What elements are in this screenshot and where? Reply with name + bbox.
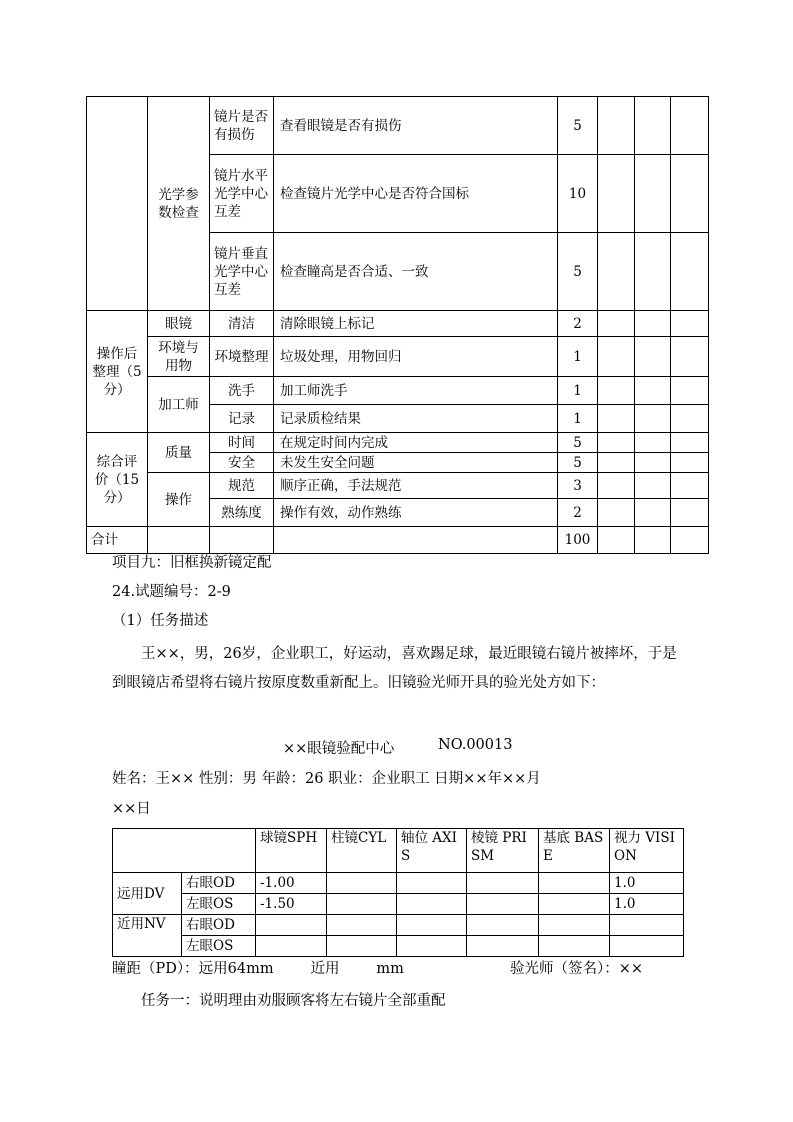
desc-cell: 垃圾处理，用物回归 [274,337,558,377]
total-score: 100 [558,527,598,554]
os-label: 左眼OS [182,936,256,957]
total-label: 合计 [87,527,148,554]
table-row [113,915,684,936]
dv-od-sph: -1.00 [256,873,327,894]
section-cell: 综合评价（15分） [87,433,148,527]
sub-cell: 操作 [148,473,210,527]
desc-cell: 查看眼镜是否有损伤 [274,97,558,155]
item-cell: 清洁 [210,311,274,337]
os-label: 左眼OS [182,894,256,915]
task-heading: （1）任务描述 [112,613,209,629]
sub-cell: 眼镜 [148,311,210,337]
task-description: 王××，男，26岁，企业职工，好运动，喜欢踢足球，最近眼镜右镜片被摔坏，于是到眼镜店希望将右镜片按原度数重新配上。旧镜验光师开具的验光处方如下： [112,646,677,691]
table-row [87,311,709,337]
dv-od-vision: 1.0 [610,873,684,894]
desc-cell: 检查镜片光学中心是否符合国标 [274,155,558,233]
table-row [87,377,709,405]
desc-cell: 清除眼镜上标记 [274,311,558,337]
score-cell: 5 [558,433,598,453]
question-number: 24.试题编号：2-9 [112,584,231,600]
score-cell: 5 [558,97,598,155]
dv-label: 远用DV [113,873,182,915]
table-row [87,473,709,499]
desc-cell: 加工师洗手 [274,377,558,405]
task-one: 任务一：说明理由劝服顾客将左右镜片全部重配 [141,993,446,1009]
center-name: ××眼镜验配中心 [283,741,395,757]
item-cell: 镜片水平光学中心互差 [210,155,274,233]
sub-cell: 加工师 [148,377,210,433]
sub-cell: 环境与用物 [148,337,210,377]
pd-line: 瞳距（PD）：远用64mm 近用 mm [112,961,404,977]
desc-cell: 检查瞳高是否合适、一致 [274,233,558,311]
od-label: 右眼OD [182,915,256,936]
score-cell: 1 [558,337,598,377]
desc-cell: 顺序正确，手法规范 [274,473,558,499]
header-cyl: 柱镜CYL [327,829,397,873]
desc-cell: 在规定时间内完成 [274,433,558,453]
od-label: 右眼OD [182,873,256,894]
optometrist-signature: 验光师（签名）：×× [510,961,644,977]
table-row [113,894,684,915]
desc-cell: 未发生安全问题 [274,453,558,473]
score-cell: 5 [558,233,598,311]
table-row [87,527,709,554]
score-cell: 2 [558,311,598,337]
prescription-table [112,828,684,957]
sub-cell: 质量 [148,433,210,473]
prescription-number: NO.00013 [438,737,513,753]
score-cell: 5 [558,453,598,473]
patient-info-date: ××日 [112,801,151,817]
item-cell: 规范 [210,473,274,499]
table-row [87,97,709,155]
score-cell: 2 [558,499,598,527]
header-axis: 轴位 AXIS [397,829,467,873]
item-cell: 镜片垂直光学中心互差 [210,233,274,311]
item-cell: 安全 [210,453,274,473]
score-cell: 10 [558,155,598,233]
table-row [87,433,709,453]
score-cell: 1 [558,377,598,405]
item-cell: 熟练度 [210,499,274,527]
scoring-table [86,96,709,554]
table-row [87,337,709,377]
project-title: 项目九：旧框换新镜定配 [112,555,272,571]
header-base: 基底 BASE [539,829,610,873]
table-row [113,829,684,873]
dv-os-sph: -1.50 [256,894,327,915]
item-cell: 洗手 [210,377,274,405]
item-cell: 环境整理 [210,337,274,377]
dv-os-vision: 1.0 [610,894,684,915]
section-cell: 操作后整理（5分） [87,311,148,433]
item-cell: 记录 [210,405,274,433]
header-sph: 球镜SPH [256,829,327,873]
score-cell: 1 [558,405,598,433]
desc-cell: 记录质检结果 [274,405,558,433]
header-prism: 棱镜 PRISM [467,829,539,873]
nv-label: 近用NV [113,915,182,957]
patient-info: 姓名：王×× 性别：男 年龄：26 职业：企业职工 日期××年××月 [112,771,541,787]
item-cell: 镜片是否有损伤 [210,97,274,155]
desc-cell: 操作有效，动作熟练 [274,499,558,527]
header-vision: 视力 VISION [610,829,684,873]
table-row [113,936,684,957]
score-cell: 3 [558,473,598,499]
category-cell: 光学参数检查 [148,97,210,311]
item-cell: 时间 [210,433,274,453]
table-row [113,873,684,894]
